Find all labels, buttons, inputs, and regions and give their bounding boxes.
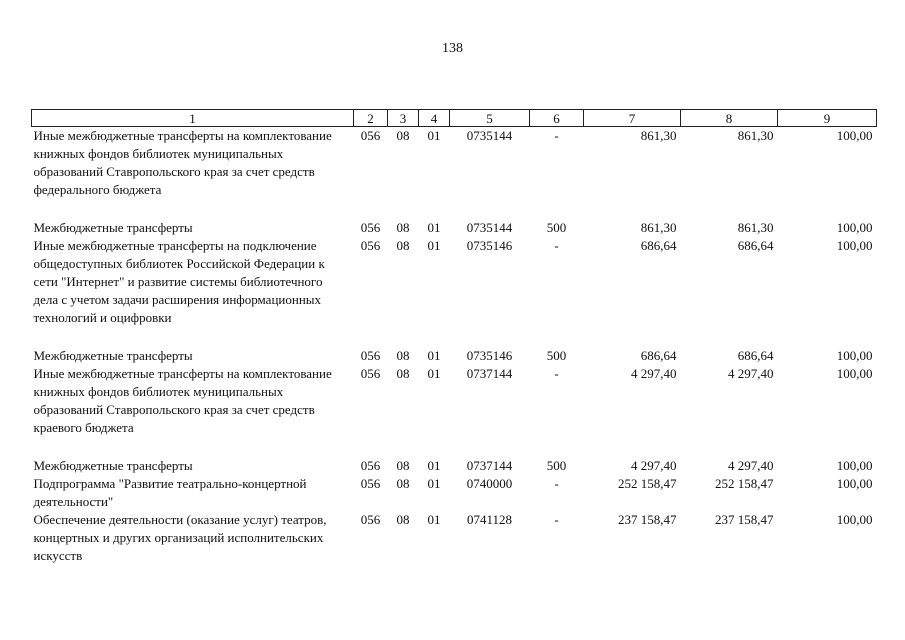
subsection-code-cell: 01 xyxy=(427,458,441,473)
table-row xyxy=(32,237,877,327)
execution-percent-cell: 100,00 xyxy=(836,366,873,381)
column-number-header: 8 xyxy=(681,110,778,127)
target-article-cell: 0735146 xyxy=(466,238,513,253)
subsection-code-cell: 01 xyxy=(427,366,441,381)
subsection-code-cell: 01 xyxy=(427,348,441,363)
subsection-code-cell: 01 xyxy=(427,220,441,235)
section-code-cell: 08 xyxy=(396,128,410,143)
row-name-cell: Иные межбюджетные трансферты на подключение общедоступных библиотек Российской Федерации к сети "Интернет" и развитие системы библиотечного дела с учетом задачи расширения информационных технологий и оцифровки xyxy=(33,238,325,325)
target-article-cell: 0740000 xyxy=(466,476,513,491)
budget-table xyxy=(31,109,877,565)
column-number-header: 1 xyxy=(32,110,354,127)
expense-type-cell: - xyxy=(554,476,559,491)
table-row xyxy=(32,347,877,365)
table-body xyxy=(32,127,877,566)
execution-percent-cell: 100,00 xyxy=(836,458,873,473)
row-spacer-cell xyxy=(32,199,877,219)
subsection-code-cell: 01 xyxy=(427,512,441,527)
expense-type-cell: 500 xyxy=(546,220,567,235)
execution-percent-cell: 100,00 xyxy=(836,238,873,253)
executed-amount-cell: 4 297,40 xyxy=(728,458,774,473)
page-number: 138 xyxy=(442,41,463,56)
section-code-cell: 08 xyxy=(396,366,410,381)
ministry-code-cell: 056 xyxy=(360,476,381,491)
row-name-cell: Межбюджетные трансферты xyxy=(33,220,193,235)
planned-amount-cell: 252 158,47 xyxy=(618,476,677,491)
column-number-header: 3 xyxy=(388,110,419,127)
expense-type-cell: - xyxy=(554,512,559,527)
column-number-header: 9 xyxy=(778,110,877,127)
executed-amount-cell: 686,64 xyxy=(737,348,774,363)
planned-amount-cell: 861,30 xyxy=(640,220,677,235)
target-article-cell: 0741128 xyxy=(466,512,513,527)
executed-amount-cell: 252 158,47 xyxy=(715,476,774,491)
planned-amount-cell: 4 297,40 xyxy=(631,458,677,473)
table-row xyxy=(32,457,877,475)
execution-percent-cell: 100,00 xyxy=(836,128,873,143)
budget-table-container xyxy=(31,109,876,565)
column-number-row xyxy=(32,110,877,127)
section-code-cell: 08 xyxy=(396,512,410,527)
table-row xyxy=(32,219,877,237)
subsection-code-cell: 01 xyxy=(427,476,441,491)
ministry-code-cell: 056 xyxy=(360,512,381,527)
table-row xyxy=(32,365,877,437)
executed-amount-cell: 686,64 xyxy=(737,238,774,253)
row-name-cell: Иные межбюджетные трансферты на комплектование книжных фондов библиотек муниципальных образований Ставропольского края за счет средств краевого бюджета xyxy=(33,366,332,435)
table-row xyxy=(32,475,877,511)
row-spacer xyxy=(32,199,877,219)
executed-amount-cell: 237 158,47 xyxy=(715,512,774,527)
ministry-code-cell: 056 xyxy=(360,366,381,381)
column-number-header: 2 xyxy=(354,110,388,127)
table-header xyxy=(32,110,877,127)
expense-type-cell: - xyxy=(554,238,559,253)
section-code-cell: 08 xyxy=(396,476,410,491)
row-name-cell: Обеспечение деятельности (оказание услуг) театров, концертных и других организаций исполнительских искусств xyxy=(33,512,327,563)
table-row xyxy=(32,127,877,200)
table-row xyxy=(32,511,877,565)
target-article-cell: 0735146 xyxy=(466,348,513,363)
row-name-cell: Межбюджетные трансферты xyxy=(33,348,193,363)
section-code-cell: 08 xyxy=(396,348,410,363)
row-spacer-cell xyxy=(32,437,877,457)
column-number-header: 7 xyxy=(584,110,681,127)
planned-amount-cell: 4 297,40 xyxy=(631,366,677,381)
row-spacer xyxy=(32,327,877,347)
execution-percent-cell: 100,00 xyxy=(836,476,873,491)
executed-amount-cell: 4 297,40 xyxy=(728,366,774,381)
row-spacer-cell xyxy=(32,327,877,347)
planned-amount-cell: 686,64 xyxy=(640,348,677,363)
expense-type-cell: 500 xyxy=(546,348,567,363)
subsection-code-cell: 01 xyxy=(427,128,441,143)
row-name-cell: Подпрограмма "Развитие театрально-концертной деятельности" xyxy=(33,476,307,509)
ministry-code-cell: 056 xyxy=(360,220,381,235)
column-number-header: 6 xyxy=(530,110,584,127)
planned-amount-cell: 861,30 xyxy=(640,128,677,143)
column-number-header: 4 xyxy=(419,110,450,127)
row-name-cell: Межбюджетные трансферты xyxy=(33,458,193,473)
ministry-code-cell: 056 xyxy=(360,348,381,363)
section-code-cell: 08 xyxy=(396,238,410,253)
planned-amount-cell: 237 158,47 xyxy=(618,512,677,527)
executed-amount-cell: 861,30 xyxy=(737,220,774,235)
expense-type-cell: 500 xyxy=(546,458,567,473)
execution-percent-cell: 100,00 xyxy=(836,512,873,527)
planned-amount-cell: 686,64 xyxy=(640,238,677,253)
column-number-header: 5 xyxy=(450,110,530,127)
subsection-code-cell: 01 xyxy=(427,238,441,253)
target-article-cell: 0735144 xyxy=(466,128,513,143)
target-article-cell: 0735144 xyxy=(466,220,513,235)
target-article-cell: 0737144 xyxy=(466,366,513,381)
target-article-cell: 0737144 xyxy=(466,458,513,473)
execution-percent-cell: 100,00 xyxy=(836,220,873,235)
row-name-cell: Иные межбюджетные трансферты на комплектование книжных фондов библиотек муниципальных образований Ставропольского края за счет средств федерального бюджета xyxy=(33,128,332,197)
row-spacer xyxy=(32,437,877,457)
ministry-code-cell: 056 xyxy=(360,458,381,473)
execution-percent-cell: 100,00 xyxy=(836,348,873,363)
expense-type-cell: - xyxy=(554,128,559,143)
ministry-code-cell: 056 xyxy=(360,128,381,143)
section-code-cell: 08 xyxy=(396,458,410,473)
ministry-code-cell: 056 xyxy=(360,238,381,253)
executed-amount-cell: 861,30 xyxy=(737,128,774,143)
expense-type-cell: - xyxy=(554,366,559,381)
section-code-cell: 08 xyxy=(396,220,410,235)
